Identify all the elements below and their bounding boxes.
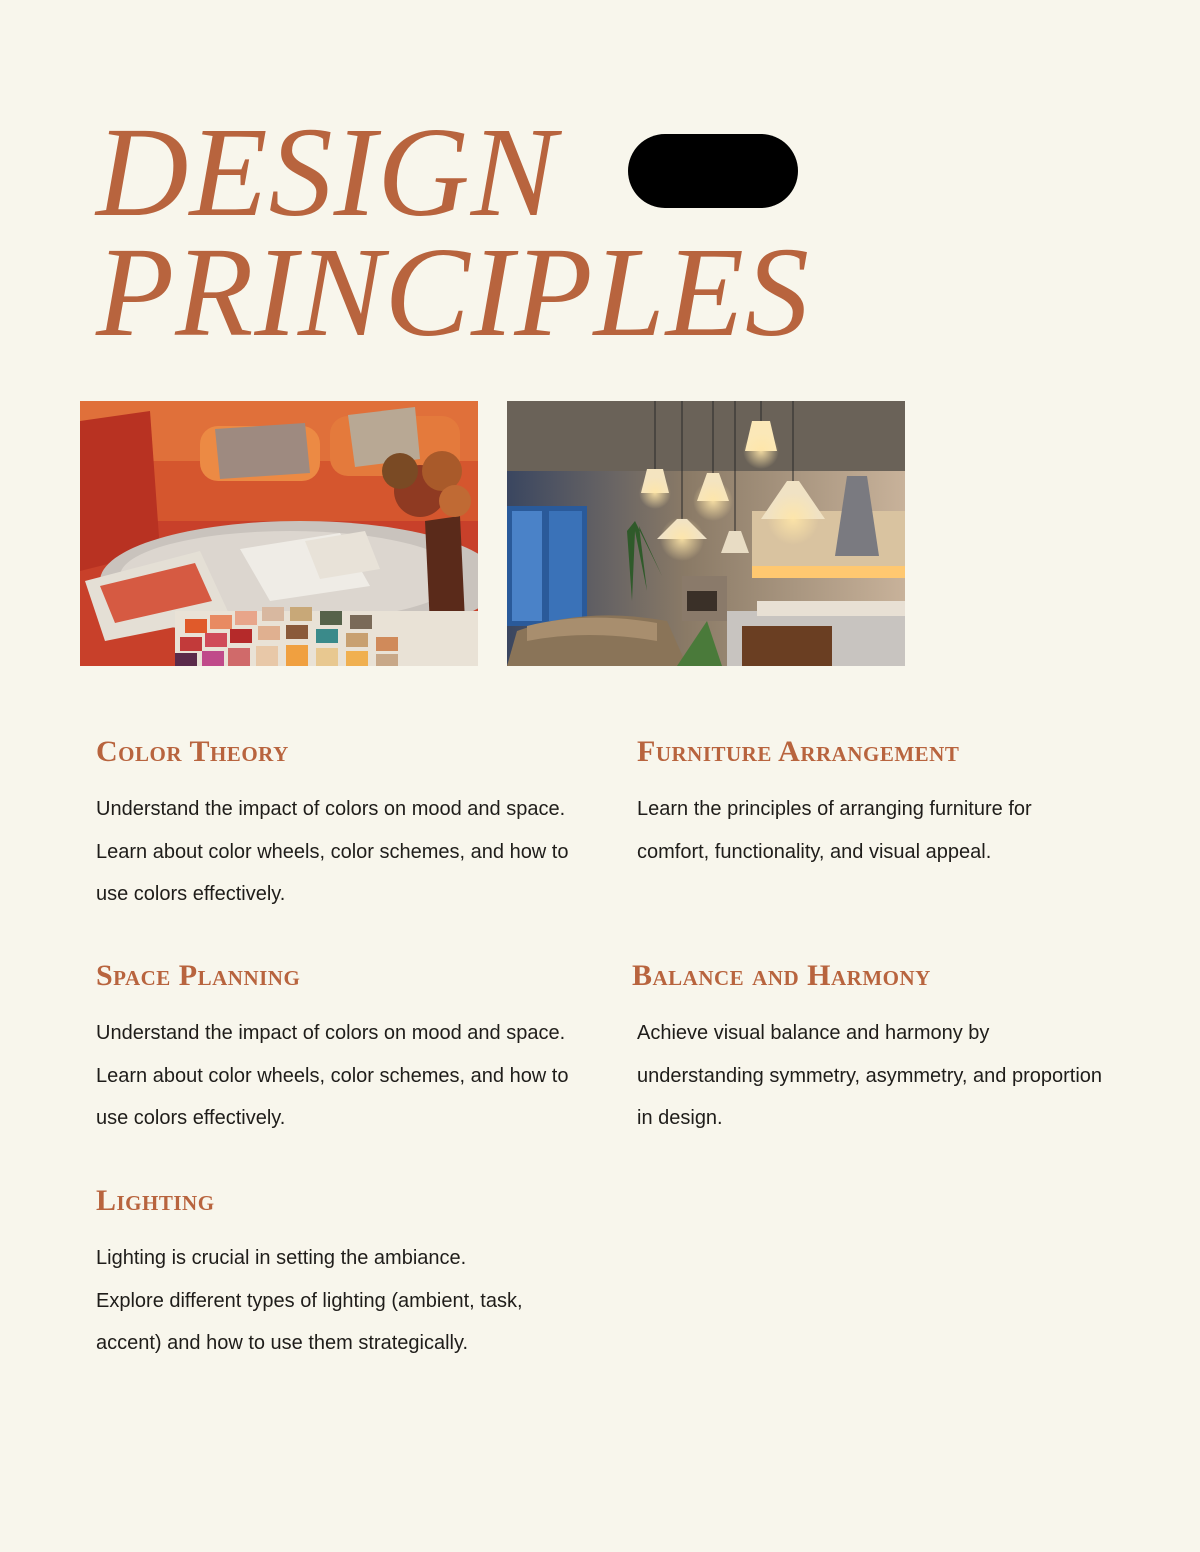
section-body: Learn the principles of arranging furniture for comfort, functionality, and visual appeal. [637, 798, 1032, 863]
black-pill-shape [628, 134, 798, 208]
section-lighting [96, 1183, 536, 1365]
living-room-illustration [80, 401, 478, 666]
section-body: Understand the impact of colors on mood and space. Learn about color wheels, color schemes, and how to use colors effectively. [96, 798, 569, 905]
title-line-2: PRINCIPLES [96, 221, 810, 363]
title-line-1: DESIGN [96, 101, 558, 243]
section-body: Achieve visual balance and harmony by understanding symmetry, asymmetry, and proportion in design. [637, 1022, 1103, 1129]
kitchen-illustration [507, 401, 905, 666]
section-body: Lighting is crucial in setting the ambiance. Explore different types of lighting (ambient, task, accent) and how to use them strategically. [96, 1247, 523, 1354]
color-swatches [175, 607, 478, 666]
section-color-theory [96, 734, 586, 916]
section-heading: Color Theory [96, 735, 289, 768]
kitchen-pendant-lighting-photo [507, 401, 905, 666]
section-furniture-arrangement [637, 734, 1107, 873]
section-heading: Lighting [96, 1184, 215, 1217]
section-balance-harmony [632, 958, 1102, 1140]
section-space-planning [96, 958, 586, 1140]
section-body: Understand the impact of colors on mood and space. Learn about color wheels, color schemes, and how to use colors effectively. [96, 1022, 569, 1129]
section-heading: Space Planning [96, 959, 301, 992]
section-heading: Balance and Harmony [632, 959, 931, 992]
living-room-color-swatches-photo [80, 401, 478, 666]
section-heading: Furniture Arrangement [637, 735, 960, 768]
